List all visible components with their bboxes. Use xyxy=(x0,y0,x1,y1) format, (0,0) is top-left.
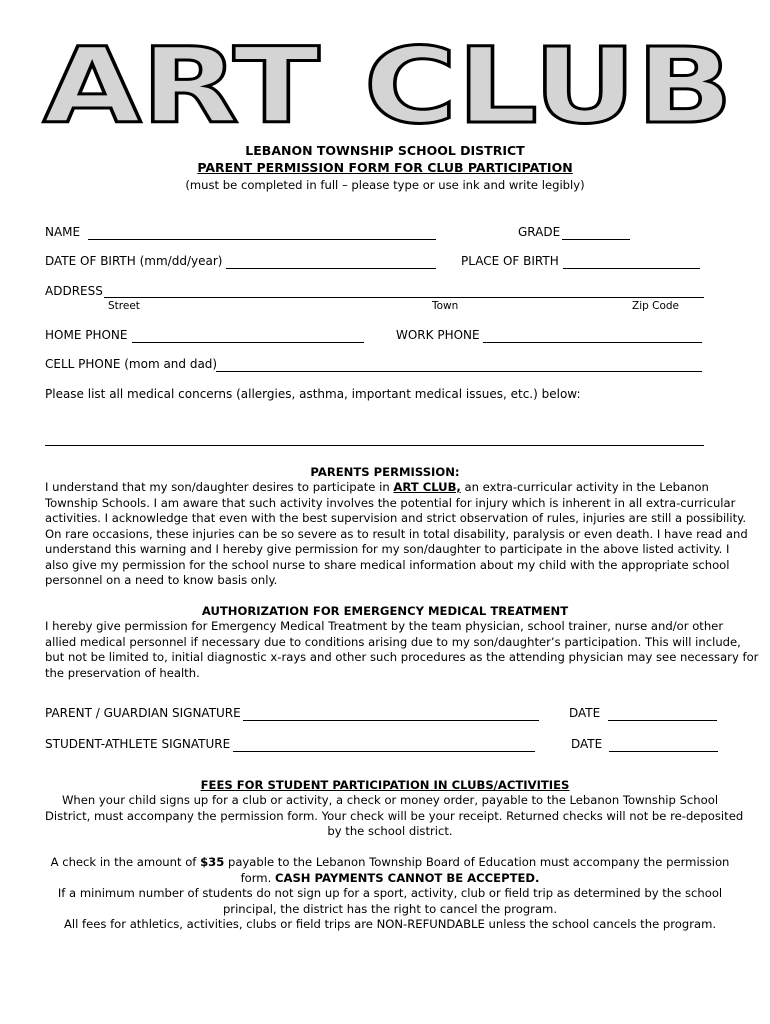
home-phone-field[interactable] xyxy=(132,342,364,343)
permission-paragraph xyxy=(45,480,748,589)
student-signature-field[interactable] xyxy=(233,751,535,752)
town-sublabel: Town xyxy=(432,300,459,312)
fees-paragraph-3 xyxy=(45,886,735,917)
form-instructions: (must be completed in full – please type or use ink and write legibly) xyxy=(185,178,585,192)
name-field[interactable] xyxy=(88,239,436,240)
fees-line xyxy=(45,871,735,887)
fees-line: principal, the district has the right to cancel the program. xyxy=(222,901,558,916)
student-signature-label: STUDENT-ATHLETE SIGNATURE xyxy=(45,737,231,751)
cell-phone-label: CELL PHONE (mom and dad) xyxy=(45,357,218,371)
street-sublabel: Street xyxy=(108,300,140,312)
grade-label: GRADE xyxy=(518,225,561,239)
emergency-paragraph xyxy=(45,619,759,681)
fees-paragraph-2 xyxy=(45,855,735,886)
permission-line: also give my permission for the school nurse to share medical information about my child with the appropriate school xyxy=(45,557,730,572)
parent-date-field[interactable] xyxy=(608,720,717,721)
emergency-heading: AUTHORIZATION FOR EMERGENCY MEDICAL TREATMENT xyxy=(201,604,569,618)
permission-text: I understand that my son/daughter desires to participate in xyxy=(45,480,394,494)
fees-line: District, must accompany the permission form. Your check will be your receipt. Returned checks will not be re-deposited xyxy=(45,808,744,823)
emergency-line: allied medical personnel if necessary due to conditions arising due to my son/daughter’s participation. This will include, xyxy=(45,634,741,649)
fees-line xyxy=(45,855,735,871)
zip-sublabel: Zip Code xyxy=(632,300,679,312)
parent-date-label: DATE xyxy=(569,706,601,720)
fees-text: payable to the Lebanon Township Board of Education must accompany the permission xyxy=(224,855,730,869)
fees-line: When your child signs up for a club or activity, a check or money order, payable to the Lebanon Township School xyxy=(61,793,719,807)
fees-text: form. xyxy=(240,870,275,885)
permission-line: understand this warning and I hereby give permission for my son/daughter to participate in the above listed activity. I xyxy=(45,542,730,556)
district-name: LEBANON TOWNSHIP SCHOOL DISTRICT xyxy=(245,143,525,158)
dob-field[interactable] xyxy=(226,268,436,269)
permission-line: activities. I acknowledge that even with the best supervision and strict observation of rules, injuries are still a possibility. xyxy=(45,511,747,525)
fees-paragraph-4 xyxy=(45,917,735,933)
permission-line: Township Schools. I am aware that such activity involves the potential for injury which is inherent in all extra-curricular xyxy=(45,495,736,510)
form-title: PARENT PERMISSION FORM FOR CLUB PARTICIPATION xyxy=(197,160,573,175)
fees-heading: FEES FOR STUDENT PARTICIPATION IN CLUBS/ACTIVITIES xyxy=(200,778,570,792)
permission-line: On rare occasions, these injuries can be so severe as to result in total disability, paralysis or even death. I have read and xyxy=(45,526,748,541)
permission-line xyxy=(45,480,735,496)
address-label: ADDRESS xyxy=(45,284,103,298)
cash-warning: CASH PAYMENTS CANNOT BE ACCEPTED. xyxy=(274,870,540,885)
work-phone-label: WORK PHONE xyxy=(396,328,480,342)
emergency-line: the preservation of health. xyxy=(45,665,200,680)
cell-phone-field[interactable] xyxy=(216,371,702,372)
fee-amount: $35 xyxy=(200,855,225,869)
permission-text: an extra-curricular activity in the Lebanon xyxy=(460,480,709,494)
medical-concerns-field[interactable] xyxy=(45,445,704,446)
fees-line: If a minimum number of students do not sign up for a sport, activity, club or field trip as determined by the school xyxy=(57,886,723,900)
banner-title: ART CLUB xyxy=(43,34,734,134)
art-club-banner xyxy=(38,34,738,134)
fees-line: All fees for athletics, activities, clubs or field trips are NON-REFUNDABLE unless the school cancels the program. xyxy=(63,917,717,931)
parent-signature-field[interactable] xyxy=(243,720,539,721)
permission-heading: PARENTS PERMISSION: xyxy=(310,465,460,479)
club-name: ART CLUB, xyxy=(393,480,461,494)
dob-label: DATE OF BIRTH (mm/dd/year) xyxy=(45,254,223,268)
place-of-birth-field[interactable] xyxy=(563,268,700,269)
medical-concerns-label: Please list all medical concerns (allergies, asthma, important medical issues, etc.) below: xyxy=(45,387,581,401)
emergency-line: I hereby give permission for Emergency Medical Treatment by the team physician, school trainer, nurse and/or other xyxy=(45,619,724,633)
place-of-birth-label: PLACE OF BIRTH xyxy=(461,254,559,268)
permission-line: personnel on a need to know basis only. xyxy=(45,573,278,587)
parent-signature-label: PARENT / GUARDIAN SIGNATURE xyxy=(45,706,241,720)
fees-paragraph-1 xyxy=(45,793,744,840)
home-phone-label: HOME PHONE xyxy=(45,328,128,342)
emergency-line: but not be limited to, initial diagnostic x-rays and other such procedures as the attending physician may see necessary for xyxy=(45,650,759,664)
fees-text: A check in the amount of xyxy=(50,855,201,869)
grade-field[interactable] xyxy=(562,239,630,240)
name-label: NAME xyxy=(45,225,81,239)
student-date-field[interactable] xyxy=(609,751,718,752)
work-phone-field[interactable] xyxy=(483,342,702,343)
student-date-label: DATE xyxy=(571,737,603,751)
fees-line: by the school district. xyxy=(327,824,453,838)
address-field[interactable] xyxy=(104,297,704,298)
